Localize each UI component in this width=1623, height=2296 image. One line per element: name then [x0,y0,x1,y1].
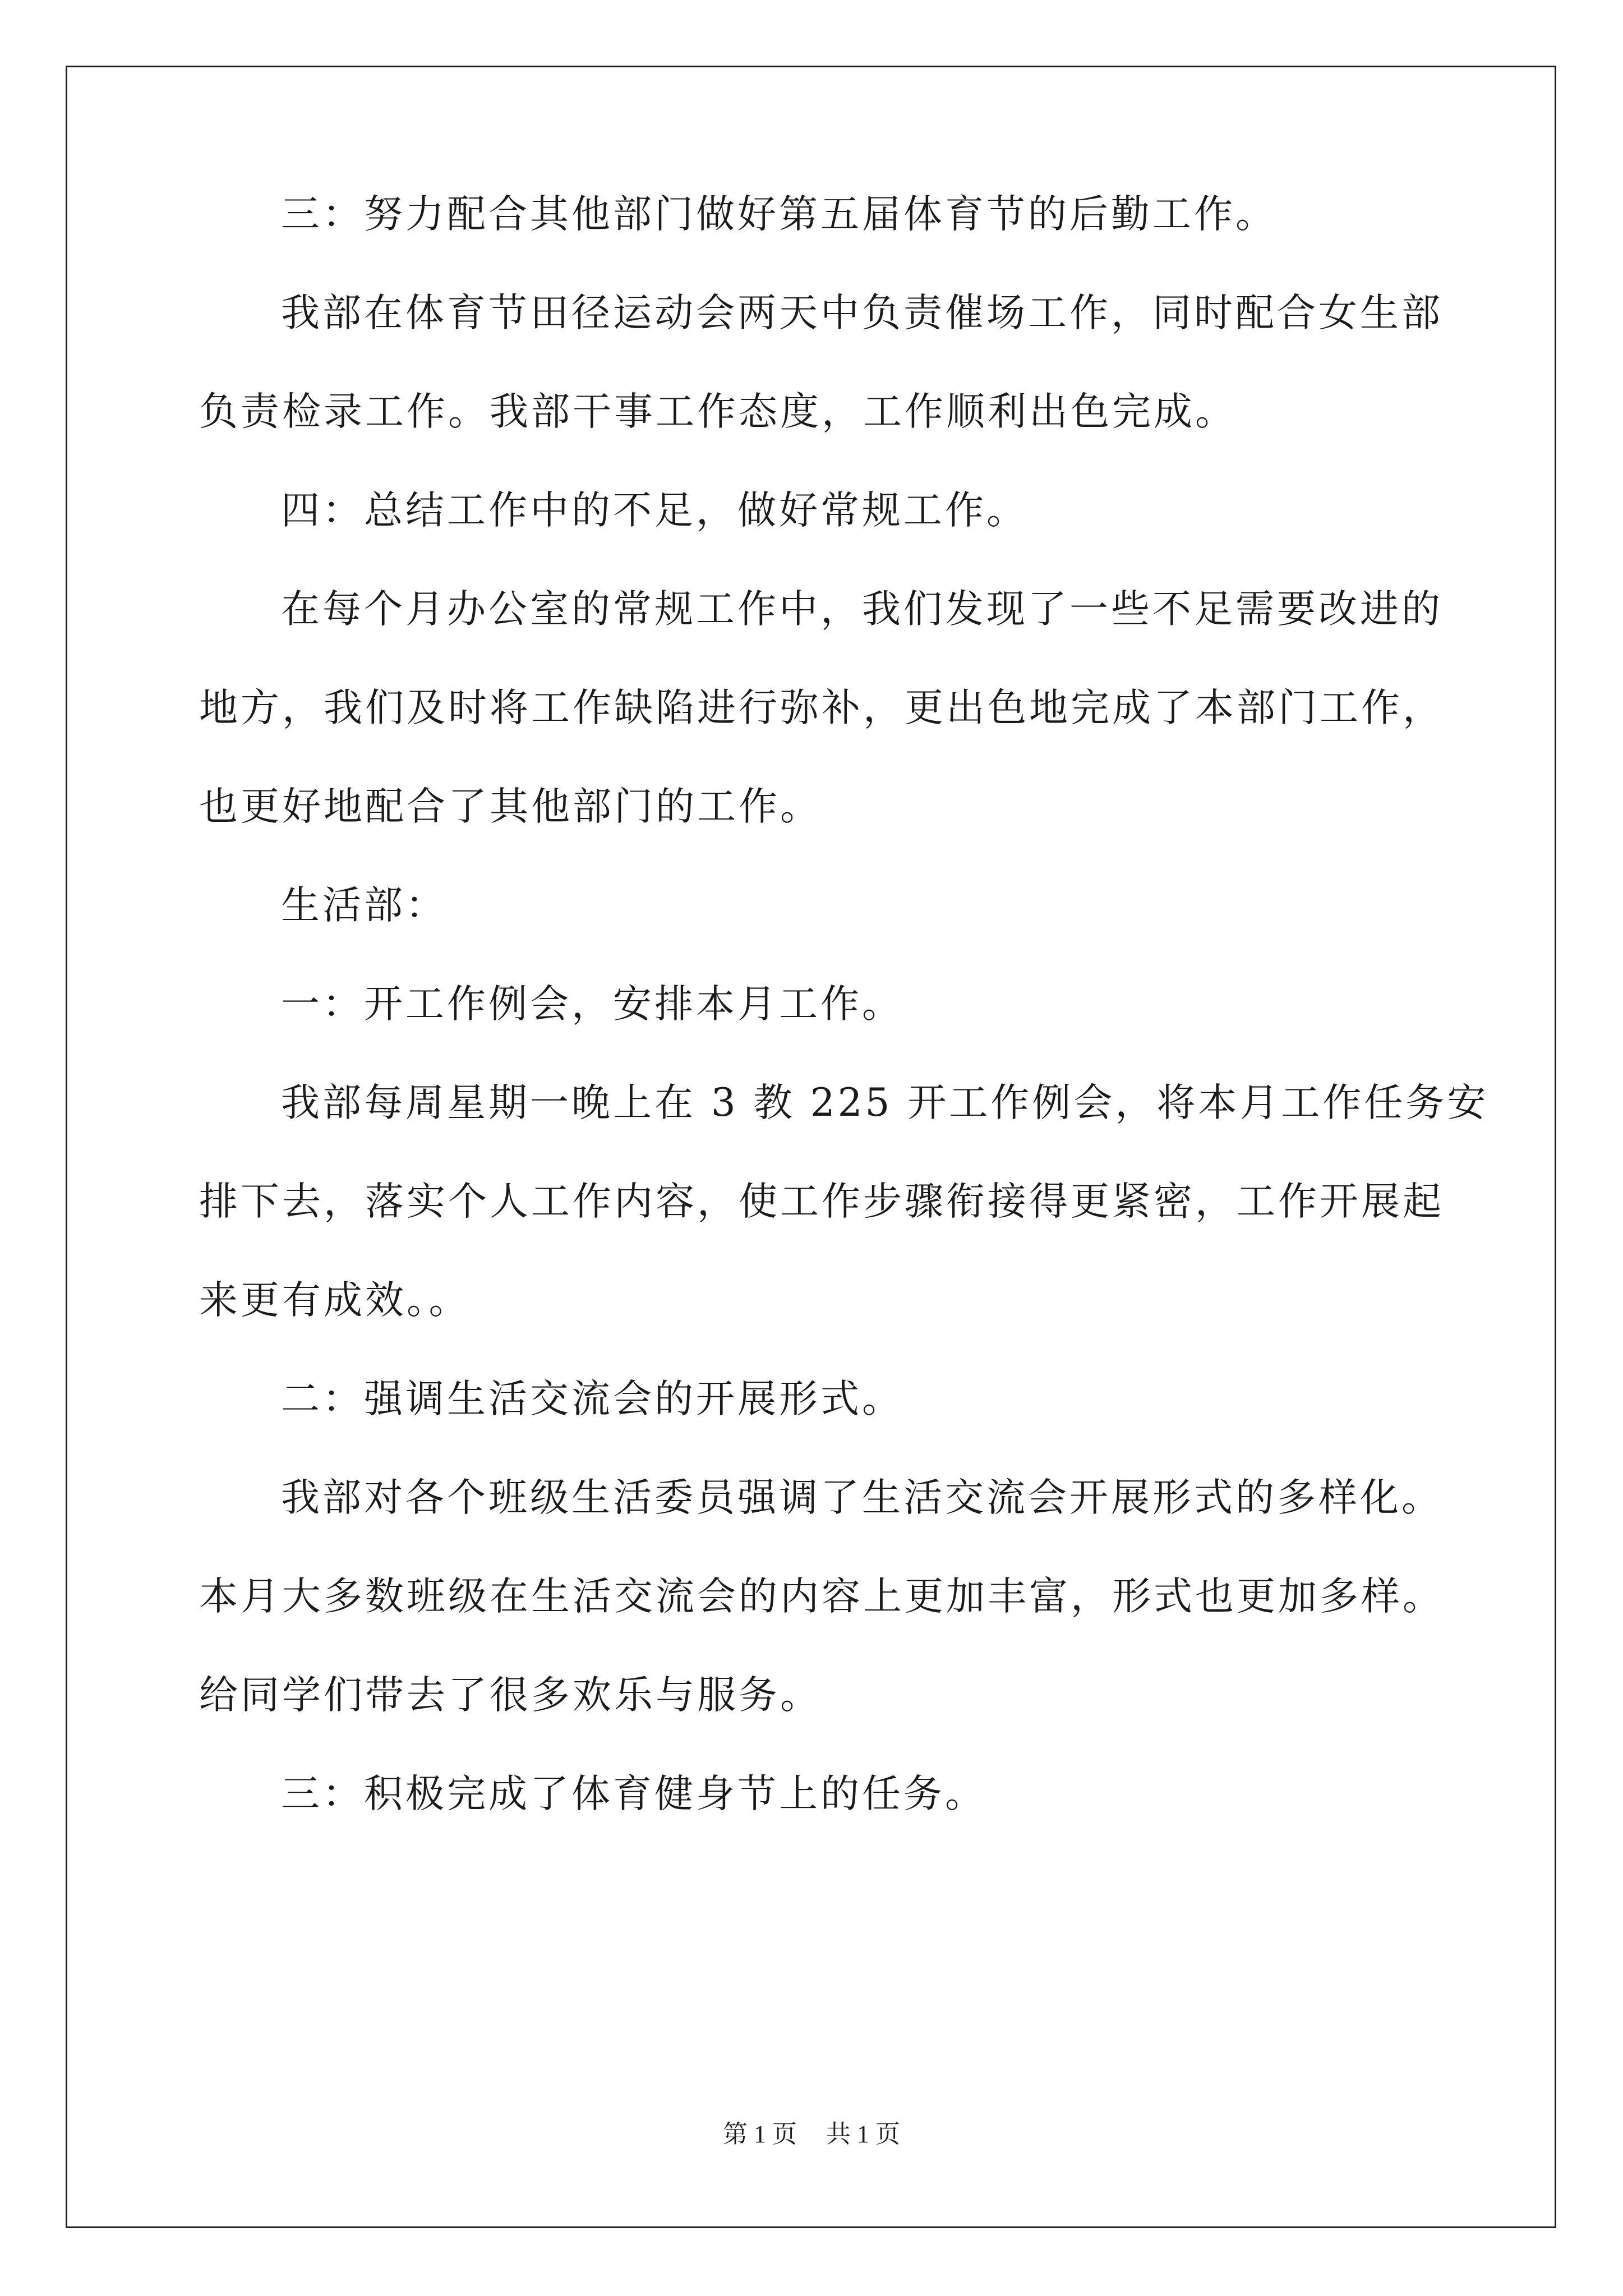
paragraph-line: 给同学们带去了很多欢乐与服务。 [199,1673,822,1718]
paragraph-line: 也更好地配合了其他部门的工作。 [199,784,822,829]
paragraph-line: 地方，我们及时将工作缺陷进行弥补，更出色地完成了本部门工作， [199,685,1444,730]
paragraph-line: 排下去，落实个人工作内容，使工作步骤衔接得更紧密，工作开展起 [199,1179,1444,1224]
paragraph-line: 在每个月办公室的常规工作中，我们发现了一些不足需要改进的 [281,587,1443,632]
paragraph-heading-2-exchange: 二：强调生活交流会的开展形式。 [281,1377,903,1421]
section-title-life-dept: 生活部： [281,883,447,928]
page-number-total: 共 1 页 [826,2120,900,2148]
paragraph-line: 我部在体育节田径运动会两天中负责催场工作，同时配合女生部 [281,291,1443,335]
paragraph-heading-3-fitness: 三：积极完成了体育健身节上的任务。 [281,1772,986,1816]
page-number-current: 第 1 页 [723,2120,797,2148]
paragraph-line: 负责检录工作。我部干事工作态度，工作顺利出色完成。 [199,389,1237,434]
paragraph-heading-4-summary: 四：总结工作中的不足，做好常规工作。 [281,488,1028,533]
paragraph-line: 我部每周星期一晚上在 3 教 225 开工作例会，将本月工作任务安 [281,1080,1489,1125]
paragraph-heading-1-meeting: 一：开工作例会，安排本月工作。 [281,982,903,1027]
page-footer [0,2118,1623,2151]
paragraph-line: 我部对各个班级生活委员强调了生活交流会开展形式的多样化。 [281,1475,1443,1520]
paragraph-line: 来更有成效。。 [199,1278,471,1323]
paragraph-heading-3-logistics: 三：努力配合其他部门做好第五届体育节的后勤工作。 [281,192,1277,237]
paragraph-line: 本月大多数班级在生活交流会的内容上更加丰富，形式也更加多样。 [199,1574,1444,1619]
